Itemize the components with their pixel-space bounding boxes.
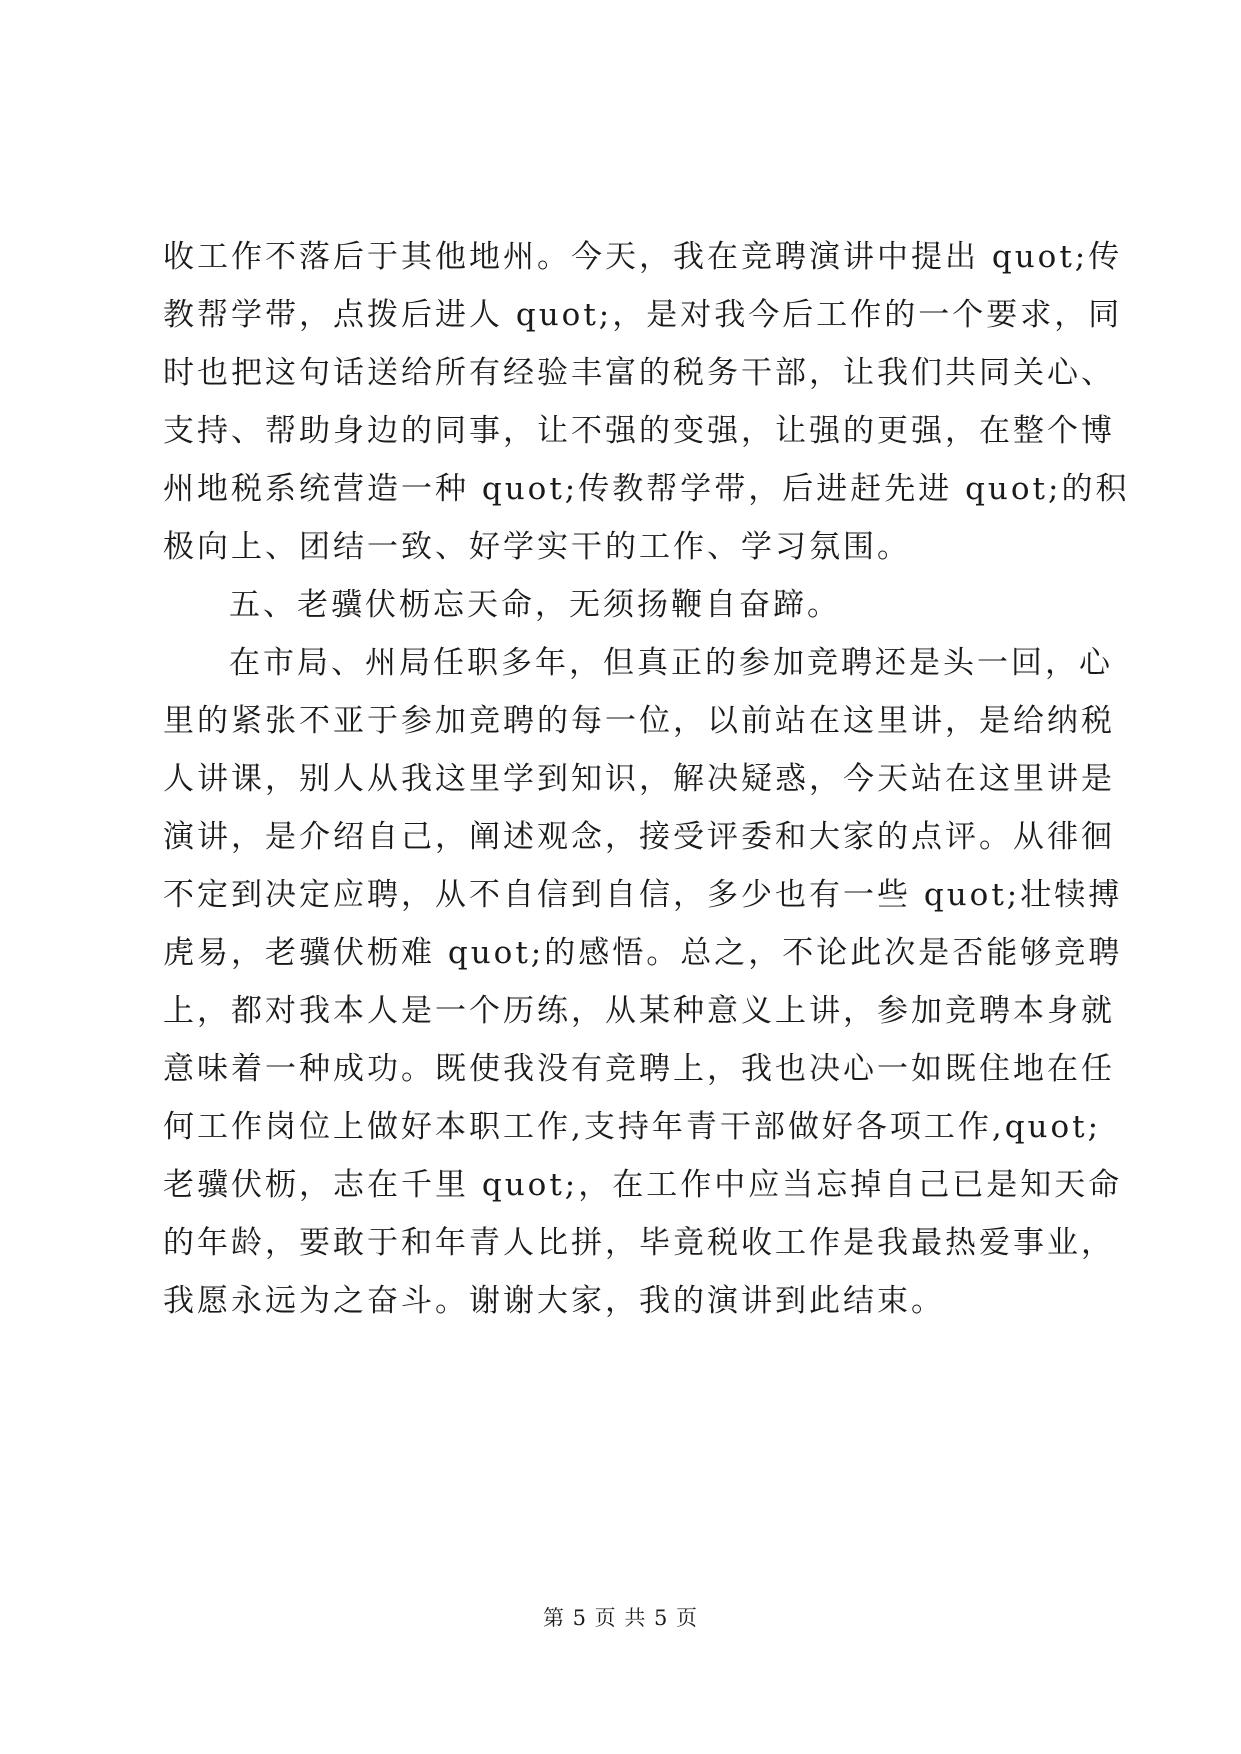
text-line: 人讲课，别人从我这里学到知识，解决疑惑，今天站在这里讲是 [163, 761, 1115, 797]
text-line: 何工作岗位上做好本职工作,支持年青干部做好各项工作,quot; [163, 1109, 1102, 1145]
text-line: 支持、帮助身边的同事，让不强的变强，让强的更强，在整个博 [163, 413, 1115, 449]
text-line: 不定到决定应聘，从不自信到自信，多少也有一些 quot;壮犊搏 [163, 877, 1123, 913]
text-line: 州地税系统营造一种 quot;传教帮学带，后进赶先进 quot;的积 [163, 471, 1130, 507]
section-heading: 五、老骥伏枥忘天命，无须扬鞭自奋蹄。 [229, 587, 841, 623]
text-line: 里的紧张不亚于参加竞聘的每一位，以前站在这里讲，是给纳税 [163, 703, 1115, 739]
text-line: 意味着一种成功。既使我没有竞聘上，我也决心一如既住地在任 [163, 1051, 1115, 1087]
text-line: 老骥伏枥，志在千里 quot;，在工作中应当忘掉自己已是知天命 [163, 1167, 1123, 1203]
text-line: 的年龄，要敢于和年青人比拼，毕竟税收工作是我最热爱事业， [163, 1225, 1115, 1261]
text-line: 虎易，老骥伏枥难 quot;的感悟。总之，不论此次是否能够竞聘 [163, 935, 1123, 971]
paragraph-continuation [163, 228, 1130, 576]
text-line: 上，都对我本人是一个历练，从某种意义上讲，参加竞聘本身就 [163, 993, 1115, 1029]
page-number-footer: 第 5 页 共 5 页 [542, 1606, 699, 1630]
document-body [163, 228, 1130, 1330]
text-line: 在市局、州局任职多年，但真正的参加竞聘还是头一回，心 [229, 645, 1113, 681]
text-line: 时也把这句话送给所有经验丰富的税务干部，让我们共同关心、 [163, 355, 1115, 391]
paragraph-closing [163, 634, 1123, 1330]
text-line: 教帮学带，点拨后进人 quot;，是对我今后工作的一个要求，同 [163, 297, 1123, 333]
text-line: 演讲，是介绍自己，阐述观念，接受评委和大家的点评。从徘徊 [163, 819, 1115, 855]
text-line: 我愿永远为之奋斗。谢谢大家，我的演讲到此结束。 [163, 1283, 945, 1319]
text-line: 极向上、团结一致、好学实干的工作、学习氛围。 [163, 529, 911, 565]
text-line: 收工作不落后于其他地州。今天，我在竞聘演讲中提出 quot;传 [163, 239, 1123, 275]
